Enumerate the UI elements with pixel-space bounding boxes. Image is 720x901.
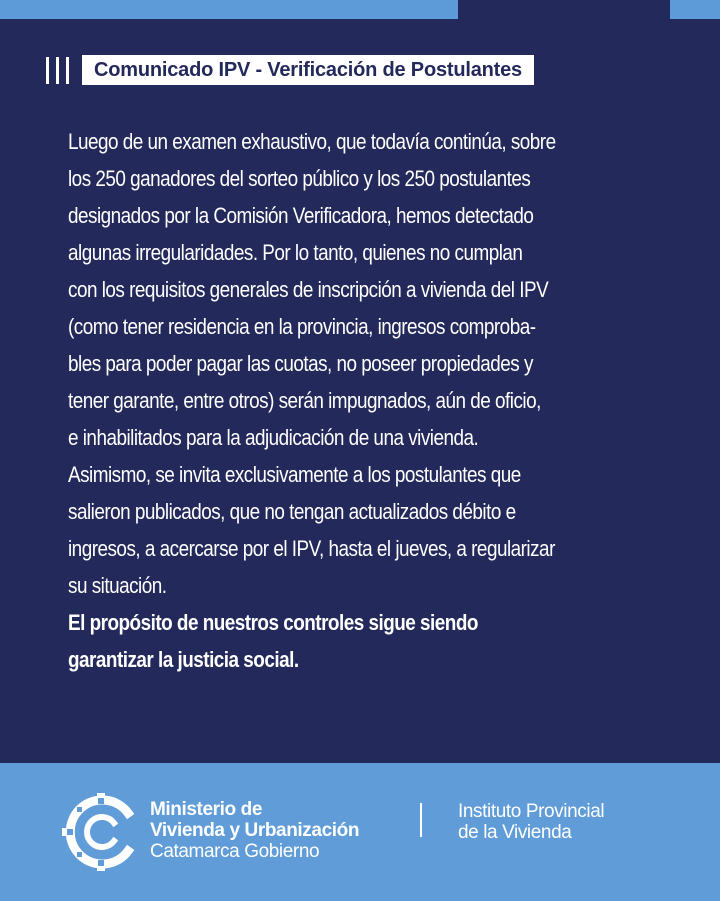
- closing-statement-line: garantizar la justicia social.: [68, 647, 299, 672]
- footer: [0, 763, 720, 901]
- body-line: salieron publicados, que no tengan actualizados débito e: [68, 499, 516, 524]
- body-line: su situación.: [68, 573, 167, 598]
- body-line: tener garante, entre otros) serán impugnados, aún de oficio,: [68, 388, 541, 413]
- page-title: Comunicado IPV - Verificación de Postulantes: [82, 55, 534, 85]
- header: [46, 55, 534, 85]
- government-name: Catamarca Gobierno: [150, 841, 320, 862]
- top-accent-bar-right: [670, 0, 720, 19]
- body-line: ingresos, a acercarse por el IPV, hasta el jueves, a regularizar: [68, 536, 555, 561]
- body-line: Asimismo, se invita exclusivamente a los postulantes que: [68, 462, 521, 487]
- title-bar: [46, 57, 49, 84]
- body-line: (como tener residencia en la provincia, ingresos comproba-: [68, 314, 536, 339]
- title-bar: [66, 57, 69, 84]
- footer-divider: [420, 803, 422, 837]
- institute-name: [458, 801, 604, 843]
- top-accent-bar-left: [0, 0, 458, 19]
- body-line: Luego de un examen exhaustivo, que todavía continúa, sobre: [68, 129, 556, 154]
- body-line: algunas irregularidades. Por lo tanto, quienes no cumplan: [68, 240, 523, 265]
- ministry-line: Vivienda y Urbanización: [150, 820, 360, 841]
- title-bars-decoration: [46, 57, 69, 84]
- catamarca-c-logo-icon: [62, 793, 140, 871]
- body-line: los 250 ganadores del sorteo público y los 250 postulantes: [68, 166, 531, 191]
- closing-statement-line: El propósito de nuestros controles sigue siendo: [68, 610, 478, 635]
- body-line: e inhabilitados para la adjudicación de una vivienda.: [68, 425, 479, 450]
- ministry-name: [150, 799, 359, 862]
- body-line: bles para poder pagar las cuotas, no poseer propiedades y: [68, 351, 533, 376]
- institute-line: de la Vivienda: [458, 822, 572, 843]
- ministry-line: Ministerio de: [150, 799, 262, 820]
- body-line: con los requisitos generales de inscripción a vivienda del IPV: [68, 277, 549, 302]
- title-bar: [56, 57, 59, 84]
- institute-line: Instituto Provincial: [458, 801, 605, 822]
- body-line: designados por la Comisión Verificadora, hemos detectado: [68, 203, 534, 228]
- announcement-body: [68, 123, 668, 678]
